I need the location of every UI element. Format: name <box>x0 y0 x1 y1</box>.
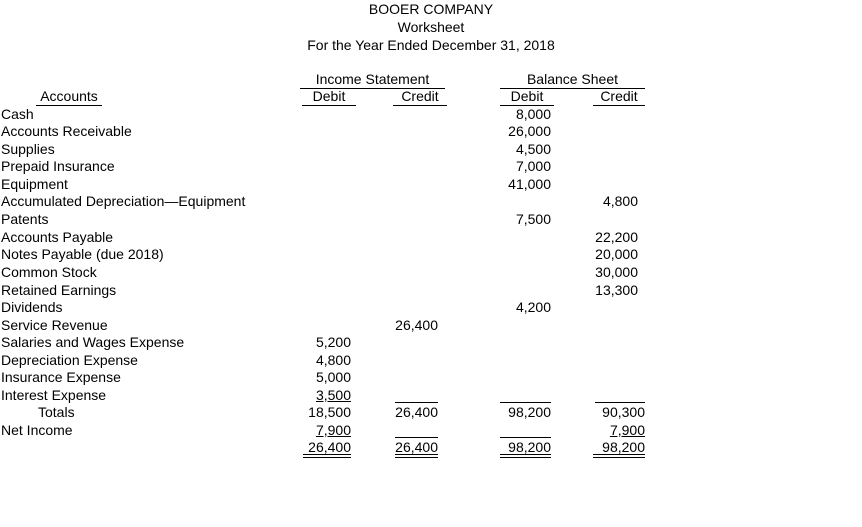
rule-net-bs-debit <box>500 437 551 438</box>
totals-is-debit: 18,500 <box>308 404 351 420</box>
account-name: Common Stock <box>1 264 97 280</box>
bs-credit-value: 22,200 <box>595 229 638 245</box>
bs-credit-value: 13,300 <box>595 282 638 298</box>
double-rule-bs-credit <box>593 454 645 458</box>
account-name: Patents <box>1 211 49 227</box>
bs-debit-value: 4,200 <box>515 299 551 315</box>
report-period: For the Year Ended December 31, 2018 <box>307 37 555 53</box>
net-income-label: Net Income <box>1 422 73 438</box>
account-name: Interest Expense <box>1 387 107 403</box>
bs-debit-value: 7,000 <box>515 158 551 174</box>
rule-bs-debit <box>500 402 551 403</box>
is-credit-value: 26,400 <box>395 317 438 333</box>
rule-bs-credit <box>595 402 645 403</box>
account-name: Prepaid Insurance <box>1 158 115 174</box>
rule-net-is-credit <box>395 437 438 438</box>
account-name: Retained Earnings <box>1 282 117 298</box>
account-name: Supplies <box>1 141 55 157</box>
is-credit-header: Credit <box>393 88 447 106</box>
balance-sheet-header: Balance Sheet <box>500 71 645 89</box>
bs-credit-value: 30,000 <box>595 264 638 280</box>
totals-bs-credit: 90,300 <box>602 404 645 420</box>
account-name: Salaries and Wages Expense <box>1 334 185 350</box>
bs-credit-value: 4,800 <box>602 193 638 209</box>
final-is-debit: 26,400 <box>308 439 351 455</box>
double-rule-bs-debit <box>500 454 551 458</box>
report-title: Worksheet <box>397 19 465 35</box>
account-name: Accumulated Depreciation—Equipment <box>1 193 246 209</box>
bs-debit-value: 26,000 <box>508 123 551 139</box>
account-name: Dividends <box>1 299 63 315</box>
income-statement-header: Income Statement <box>300 71 445 89</box>
account-name: Insurance Expense <box>1 369 121 385</box>
bs-credit-header: Credit <box>593 88 645 106</box>
is-debit-value: 3,500 <box>315 387 351 403</box>
account-name: Notes Payable (due 2018) <box>1 246 164 262</box>
account-name: Equipment <box>1 176 68 192</box>
account-name: Accounts Payable <box>1 229 114 245</box>
bs-debit-value: 7,500 <box>515 211 551 227</box>
net-income-is-debit: 7,900 <box>315 422 351 438</box>
totals-label: Totals <box>38 404 75 420</box>
is-debit-value: 4,800 <box>315 352 351 368</box>
accounts-column-header: Accounts <box>36 88 102 106</box>
bs-debit-value: 41,000 <box>508 176 551 192</box>
company-name: BOOER COMPANY <box>368 1 494 17</box>
double-rule-is-credit <box>395 454 438 458</box>
is-debit-value: 5,000 <box>315 369 351 385</box>
account-name: Service Revenue <box>1 317 108 333</box>
bs-debit-value: 8,000 <box>515 106 551 122</box>
final-is-credit: 26,400 <box>395 439 438 455</box>
rule-is-credit <box>395 402 438 403</box>
double-rule-is-debit <box>303 454 351 458</box>
final-bs-debit: 98,200 <box>508 439 551 455</box>
bs-debit-value: 4,500 <box>515 141 551 157</box>
totals-bs-debit: 98,200 <box>508 404 551 420</box>
final-bs-credit: 98,200 <box>602 439 645 455</box>
net-income-bs-credit: 7,900 <box>609 422 645 438</box>
totals-is-credit: 26,400 <box>395 404 438 420</box>
bs-debit-header: Debit <box>500 88 554 106</box>
account-name: Cash <box>1 106 34 122</box>
is-debit-value: 5,200 <box>315 334 351 350</box>
account-name: Accounts Receivable <box>1 123 132 139</box>
bs-credit-value: 20,000 <box>595 246 638 262</box>
is-debit-header: Debit <box>302 88 356 106</box>
account-name: Depreciation Expense <box>1 352 138 368</box>
